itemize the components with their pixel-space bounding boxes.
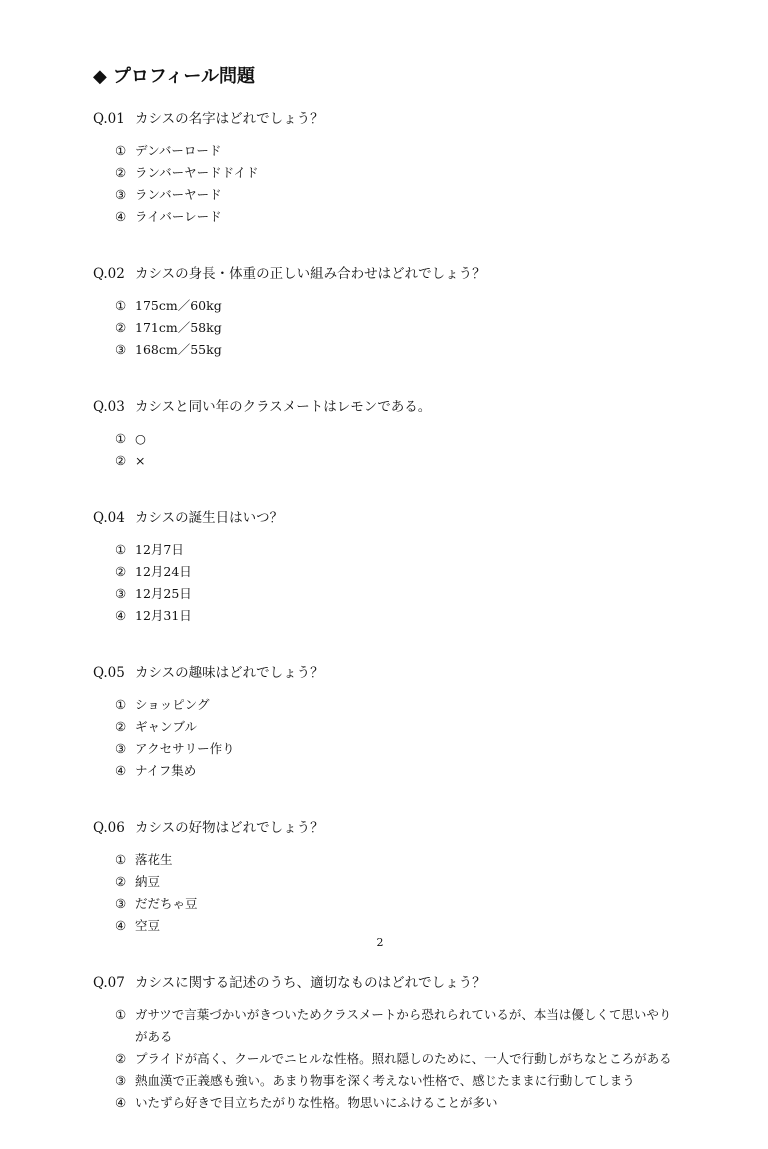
option-list xyxy=(93,295,693,361)
option-text: × xyxy=(135,453,146,468)
answer-option xyxy=(115,849,413,871)
question-line xyxy=(93,662,693,684)
question-number: Q.06 xyxy=(93,820,125,836)
option-marker: ③ xyxy=(115,586,127,601)
option-list xyxy=(93,539,693,627)
question-line xyxy=(93,396,693,418)
answer-option xyxy=(115,539,413,561)
question-text: カシスの名字はどれでしょう？ xyxy=(135,111,324,127)
option-marker: ④ xyxy=(115,209,127,224)
section-title-text: プロフィール問題 xyxy=(112,66,256,87)
answer-option xyxy=(115,605,413,627)
answer-option xyxy=(115,162,413,184)
question-number: Q.07 xyxy=(93,975,125,991)
question-number: Q.04 xyxy=(93,510,125,526)
option-marker: ③ xyxy=(115,187,127,202)
option-marker: ② xyxy=(115,320,127,335)
question-number: Q.03 xyxy=(93,399,125,415)
option-marker: ① xyxy=(115,1007,127,1022)
option-text: ナイフ集め xyxy=(135,763,197,778)
answer-option xyxy=(115,428,413,450)
option-list xyxy=(93,694,693,782)
answer-option xyxy=(115,339,413,361)
diamond-icon: ◆ xyxy=(93,66,107,87)
question-line xyxy=(93,972,693,994)
option-text: 空豆 xyxy=(135,918,161,933)
question-text: カシスと同い年のクラスメートはレモンである。 xyxy=(135,399,432,415)
question-line xyxy=(93,817,693,839)
answer-option xyxy=(115,1092,675,1114)
question-text: カシスの好物はどれでしょう？ xyxy=(135,820,324,836)
answer-option xyxy=(115,1004,675,1048)
answer-option xyxy=(115,694,413,716)
question-number: Q.01 xyxy=(93,111,125,127)
answer-option xyxy=(115,1048,675,1070)
option-text: ランバーヤードドイド xyxy=(135,165,259,180)
question-block xyxy=(93,507,693,627)
option-text: ○ xyxy=(135,431,146,446)
answer-option xyxy=(115,561,413,583)
option-text: ガサツで言葉づかいがきついためクラスメートから恐れられているが、本当は優しくて思いやりがある xyxy=(135,1007,672,1044)
option-marker: ③ xyxy=(115,896,127,911)
option-marker: ② xyxy=(115,1051,127,1066)
question-list xyxy=(93,108,693,1149)
option-marker: ④ xyxy=(115,1095,127,1110)
answer-option xyxy=(115,140,413,162)
question-block xyxy=(93,263,693,361)
question-block xyxy=(93,972,693,1114)
answer-option xyxy=(115,317,413,339)
question-block xyxy=(93,662,693,782)
option-text: ギャンブル xyxy=(135,719,198,734)
option-list xyxy=(93,140,693,228)
answer-option xyxy=(115,893,413,915)
answer-option xyxy=(115,295,413,317)
option-marker: ② xyxy=(115,564,127,579)
section-title xyxy=(93,64,255,90)
question-block xyxy=(93,396,693,472)
option-marker: ④ xyxy=(115,608,127,623)
option-marker: ② xyxy=(115,874,127,889)
question-line xyxy=(93,108,693,130)
question-text: カシスの趣味はどれでしょう？ xyxy=(135,665,324,681)
option-text: 納豆 xyxy=(135,874,161,889)
option-marker: ① xyxy=(115,298,127,313)
option-text: 12月24日 xyxy=(135,564,192,579)
option-marker: ③ xyxy=(115,1073,127,1088)
question-line xyxy=(93,263,693,285)
option-text: 熱血漢で正義感も強い。あまり物事を深く考えない性格で、感じたままに行動してしまう xyxy=(135,1073,635,1088)
page-number: 2 xyxy=(376,936,384,949)
option-marker: ② xyxy=(115,719,127,734)
option-marker: ② xyxy=(115,453,127,468)
option-text: 12月25日 xyxy=(135,586,192,601)
question-line xyxy=(93,507,693,529)
option-text: 171cm／58kg xyxy=(135,320,222,335)
option-text: ランバーヤード xyxy=(135,187,222,202)
option-list xyxy=(93,428,693,472)
option-text: 168cm／55kg xyxy=(135,342,222,357)
option-text: だだちゃ豆 xyxy=(135,896,198,911)
answer-option xyxy=(115,915,413,937)
option-marker: ① xyxy=(115,431,127,446)
question-text: カシスの身長・体重の正しい組み合わせはどれでしょう？ xyxy=(135,266,486,282)
answer-option xyxy=(115,184,413,206)
question-block xyxy=(93,817,693,937)
answer-option xyxy=(115,760,413,782)
option-text: デンバーロード xyxy=(135,143,222,158)
answer-option xyxy=(115,583,413,605)
option-marker: ① xyxy=(115,143,127,158)
question-text: カシスの誕生日はいつ？ xyxy=(135,510,284,526)
option-text: 12月31日 xyxy=(135,608,192,623)
option-marker: ① xyxy=(115,542,127,557)
option-text: ライバーレード xyxy=(135,209,222,224)
option-text: いたずら好きで目立ちたがりな性格。物思いにふけることが多い xyxy=(135,1095,498,1110)
answer-option xyxy=(115,716,413,738)
question-text: カシスに関する記述のうち、適切なものはどれでしょう？ xyxy=(135,975,486,991)
option-text: プライドが高く、クールでニヒルな性格。照れ隠しのために、一人で行動しがちなところがある xyxy=(135,1051,672,1066)
option-text: 175cm／60kg xyxy=(135,298,222,313)
answer-option xyxy=(115,738,413,760)
option-marker: ④ xyxy=(115,918,127,933)
option-text: ショッピング xyxy=(135,697,210,712)
option-marker: ③ xyxy=(115,342,127,357)
option-marker: ④ xyxy=(115,763,127,778)
option-marker: ③ xyxy=(115,741,127,756)
option-list xyxy=(93,1004,693,1114)
question-number: Q.05 xyxy=(93,665,125,681)
option-text: アクセサリー作り xyxy=(135,741,235,756)
option-text: 落花生 xyxy=(135,852,173,867)
answer-option xyxy=(115,450,413,472)
answer-option xyxy=(115,206,413,228)
option-text: 12月7日 xyxy=(135,542,184,557)
option-list xyxy=(93,849,693,937)
question-block xyxy=(93,108,693,228)
option-marker: ② xyxy=(115,165,127,180)
answer-option xyxy=(115,871,413,893)
answer-option xyxy=(115,1070,675,1092)
option-marker: ① xyxy=(115,697,127,712)
option-marker: ① xyxy=(115,852,127,867)
question-number: Q.02 xyxy=(93,266,125,282)
